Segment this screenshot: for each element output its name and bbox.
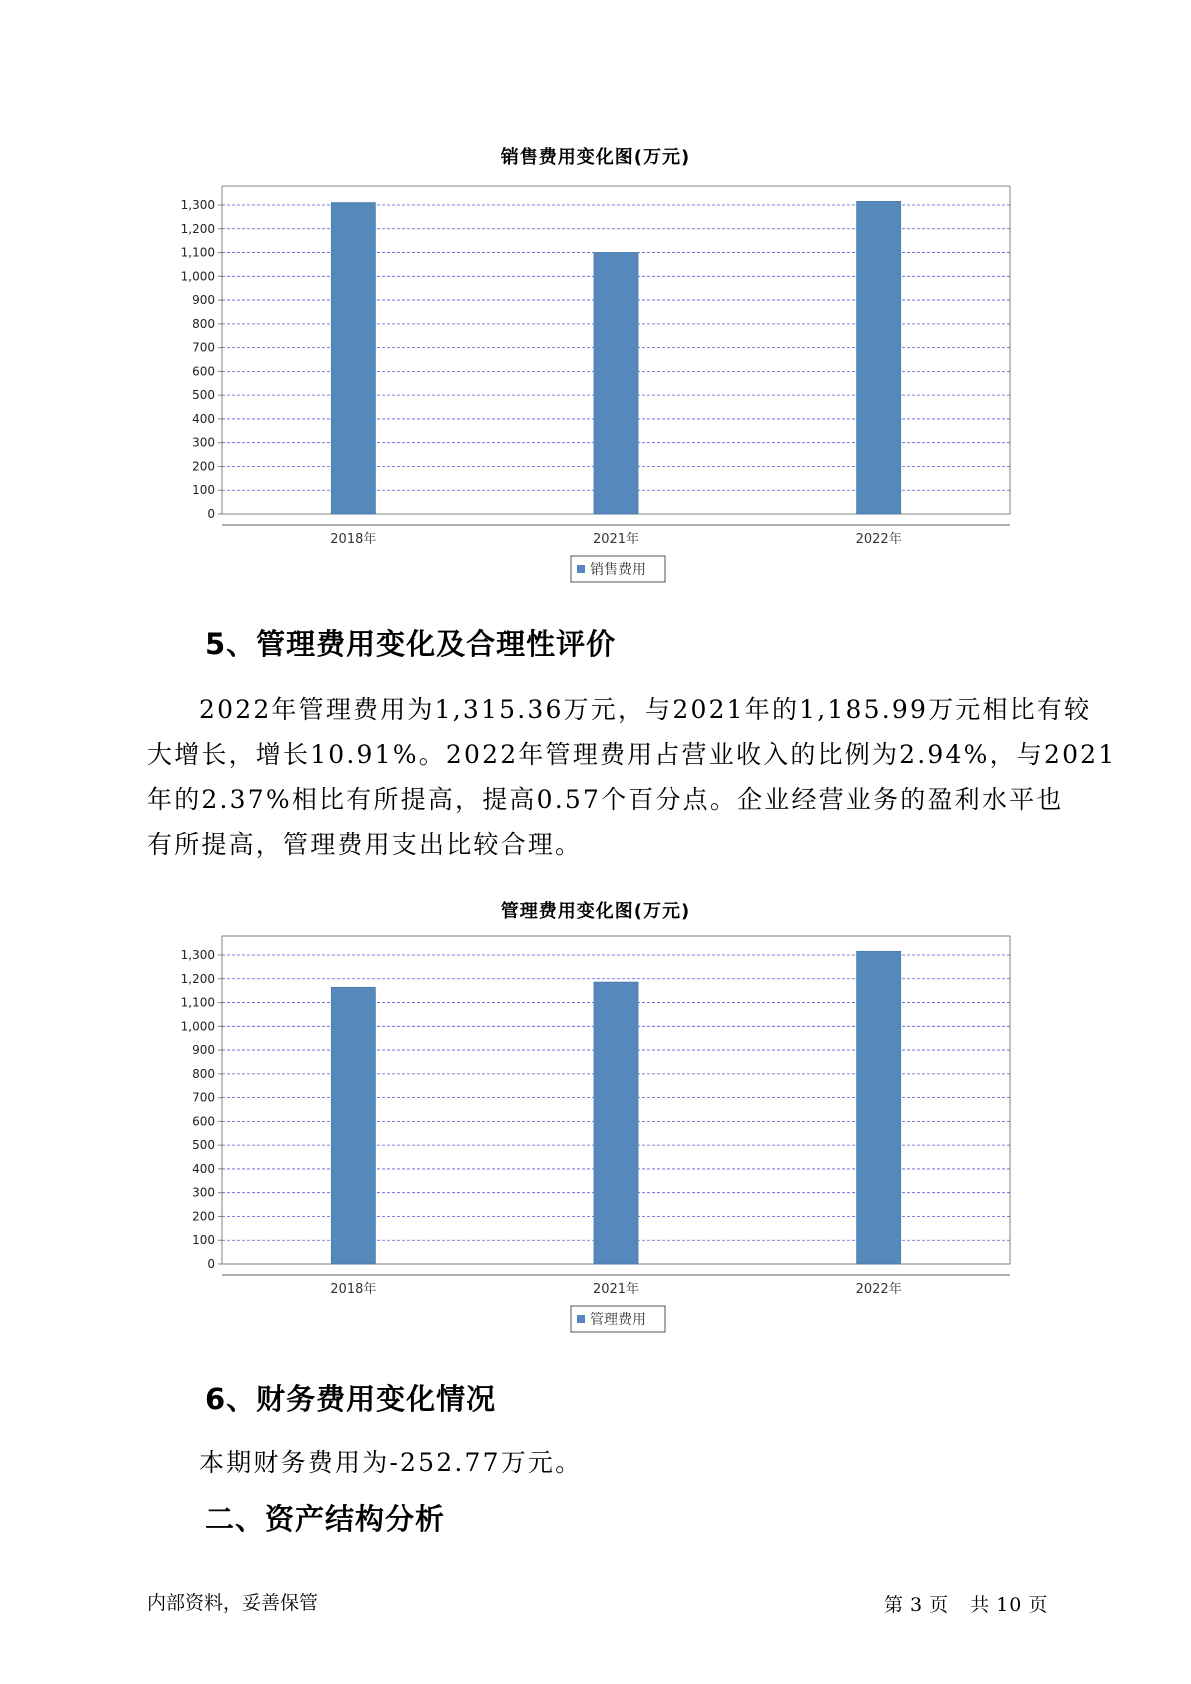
y-tick-label: 400 [192, 1161, 215, 1176]
bar [594, 982, 638, 1264]
x-tick-label: 2022年 [855, 532, 902, 547]
section-5-heading: 5、管理费用变化及合理性评价 [205, 627, 617, 661]
footer-page-indicator [884, 1590, 1054, 1617]
y-tick-label: 100 [192, 1233, 215, 1248]
x-tick-label: 2021年 [592, 532, 640, 547]
y-tick-label: 1,300 [180, 198, 215, 213]
legend-label: 销售费用 [590, 562, 646, 578]
y-tick-label: 200 [192, 459, 215, 474]
paragraph-line: 年的2.37%相比有所提高，提高0.57个百分点。企业经营业务的盈利水平也 [147, 785, 1064, 814]
y-tick-label: 300 [192, 1185, 215, 1200]
y-tick-label: 1,000 [180, 1019, 215, 1034]
page-number: 3 [910, 1594, 924, 1616]
y-tick-label: 1,300 [180, 948, 215, 963]
y-tick-label: 500 [192, 388, 215, 403]
y-tick-label: 900 [192, 1043, 215, 1058]
y-tick-label: 100 [192, 483, 215, 498]
legend-swatch [577, 1315, 585, 1323]
y-tick-label: 1,000 [180, 269, 215, 284]
chart-title: 管理费用变化图(万元) [500, 901, 691, 922]
y-tick-label: 600 [192, 364, 215, 379]
y-tick-label: 600 [192, 1114, 215, 1129]
chart-title: 销售费用变化图(万元) [500, 147, 691, 168]
y-tick-label: 800 [192, 1066, 215, 1081]
y-tick-label: 1,200 [180, 971, 215, 986]
y-tick-label: 1,100 [180, 245, 215, 260]
section-6-paragraph [147, 1440, 1052, 1485]
x-tick-label: 2018年 [330, 1282, 377, 1297]
x-tick-label: 2022年 [855, 1282, 902, 1297]
y-tick-label: 500 [192, 1138, 215, 1153]
y-tick-label: 300 [192, 435, 215, 450]
x-tick-label: 2018年 [330, 532, 377, 547]
y-tick-label: 200 [192, 1209, 215, 1224]
y-tick-label: 700 [192, 1090, 215, 1105]
y-tick-label: 700 [192, 340, 215, 355]
paragraph-line: 大增长，增长10.91%。2022年管理费用占营业收入的比例为2.94%，与2021 [147, 740, 1117, 769]
paragraph-line: 2022年管理费用为1,315.36万元，与2021年的1,185.99万元相比有较 [199, 695, 1092, 724]
legend-label: 管理费用 [590, 1312, 646, 1328]
section-2-heading: 二、资产结构分析 [205, 1502, 446, 1536]
total-suffix: 页 [1028, 1594, 1049, 1616]
x-tick-label: 2021年 [592, 1282, 640, 1297]
y-tick-label: 400 [192, 411, 215, 426]
page-suffix: 页 [929, 1594, 950, 1616]
paragraph-line: 本期财务费用为-252.77万元。 [199, 1448, 583, 1477]
y-tick-label: 800 [192, 316, 215, 331]
bar [857, 951, 901, 1264]
total-prefix: 共 [970, 1594, 991, 1616]
section-6-heading: 6、财务费用变化情况 [205, 1382, 497, 1416]
y-tick-label: 0 [207, 507, 215, 521]
page-prefix: 第 [884, 1594, 905, 1616]
y-tick-label: 900 [192, 293, 215, 308]
total-pages: 10 [996, 1594, 1023, 1616]
bar [331, 987, 375, 1264]
y-tick-label: 0 [207, 1257, 215, 1271]
footer-confidential-note: 内部资料，妥善保管 [147, 1592, 319, 1614]
paragraph-line: 有所提高，管理费用支出比较合理。 [147, 830, 583, 859]
y-tick-label: 1,100 [180, 995, 215, 1010]
y-tick-label: 1,200 [180, 221, 215, 236]
